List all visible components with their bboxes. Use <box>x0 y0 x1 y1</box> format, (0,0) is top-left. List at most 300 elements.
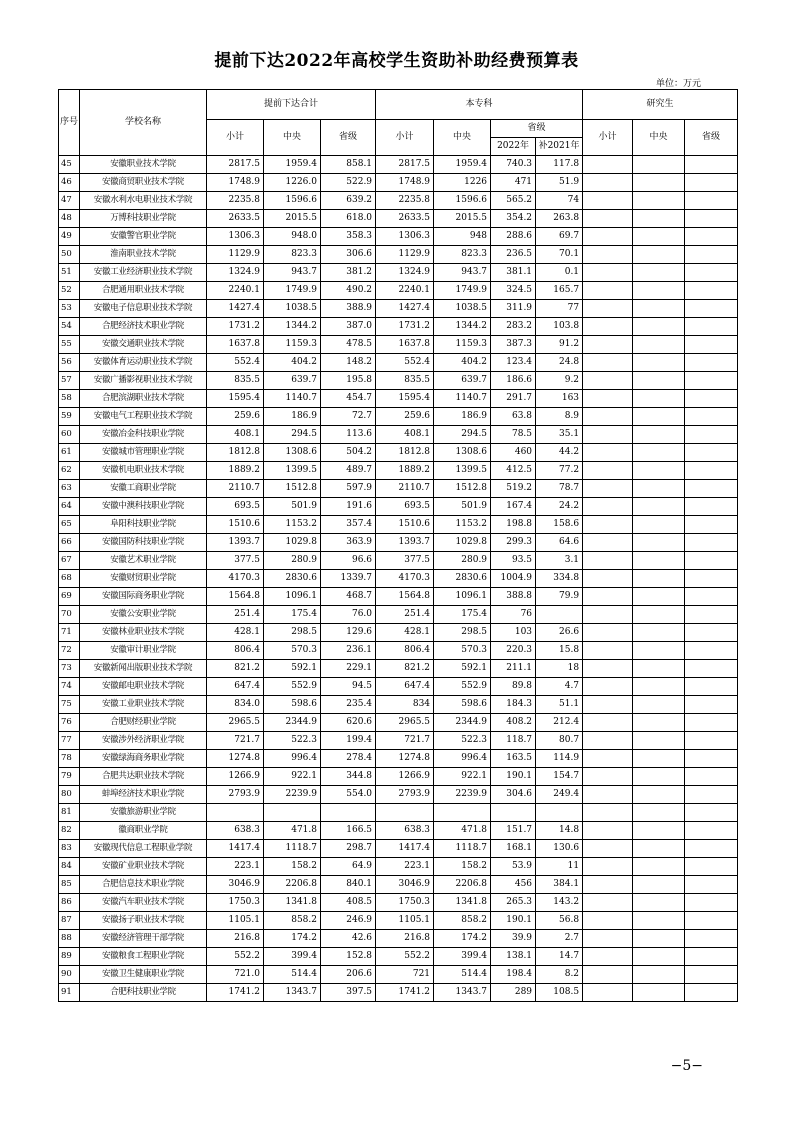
vocational-2022-cell: 138.1 <box>491 948 536 966</box>
graduate-subtotal-cell <box>583 570 633 588</box>
vocational-2022-cell: 151.7 <box>491 822 536 840</box>
table-row <box>59 210 738 228</box>
graduate-central-cell <box>633 354 685 372</box>
vocational-subtotal-cell: 1750.3 <box>376 894 434 912</box>
total-provincial-cell: 76.0 <box>321 606 376 624</box>
graduate-subtotal-cell <box>583 354 633 372</box>
vocational-central-cell <box>434 804 491 822</box>
total-provincial-cell: 199.4 <box>321 732 376 750</box>
school-name-cell: 合肥信息技术职业学院 <box>80 876 207 894</box>
vocational-subtotal-cell: 1427.4 <box>376 300 434 318</box>
school-name-cell: 安徽卫生健康职业学院 <box>80 966 207 984</box>
total-central-cell: 158.2 <box>264 858 321 876</box>
school-name-cell: 合肥通用职业技术学院 <box>80 282 207 300</box>
graduate-provincial-cell <box>685 444 738 462</box>
vocational-central-cell: 943.7 <box>434 264 491 282</box>
total-subtotal-cell: 1595.4 <box>207 390 264 408</box>
total-central-cell: 858.2 <box>264 912 321 930</box>
vocational-subtotal-cell: 216.8 <box>376 930 434 948</box>
vocational-subtotal-cell: 721.7 <box>376 732 434 750</box>
table-row <box>59 552 738 570</box>
seq-cell: 70 <box>59 606 80 624</box>
header-vocational-subtotal: 小计 <box>376 120 434 156</box>
graduate-central-cell <box>633 192 685 210</box>
vocational-2021-cell: 69.7 <box>536 228 583 246</box>
seq-cell: 56 <box>59 354 80 372</box>
table-row <box>59 156 738 174</box>
graduate-central-cell <box>633 390 685 408</box>
seq-cell: 84 <box>59 858 80 876</box>
total-central-cell: 514.4 <box>264 966 321 984</box>
vocational-2021-cell: 9.2 <box>536 372 583 390</box>
total-central-cell: 1749.9 <box>264 282 321 300</box>
total-provincial-cell: 195.8 <box>321 372 376 390</box>
vocational-2021-cell: 117.8 <box>536 156 583 174</box>
total-central-cell: 639.7 <box>264 372 321 390</box>
vocational-2022-cell: 291.7 <box>491 390 536 408</box>
vocational-central-cell: 823.3 <box>434 246 491 264</box>
school-name-cell: 安徽新闻出版职业技术学院 <box>80 660 207 678</box>
header-graduate-provincial: 省级 <box>685 120 738 156</box>
total-subtotal-cell: 251.4 <box>207 606 264 624</box>
vocational-subtotal-cell: 2235.8 <box>376 192 434 210</box>
total-subtotal-cell: 721.7 <box>207 732 264 750</box>
vocational-central-cell: 522.3 <box>434 732 491 750</box>
seq-cell: 75 <box>59 696 80 714</box>
table-row <box>59 300 738 318</box>
total-central-cell: 1512.8 <box>264 480 321 498</box>
graduate-central-cell <box>633 552 685 570</box>
vocational-2021-cell: 51.9 <box>536 174 583 192</box>
total-central-cell: 1029.8 <box>264 534 321 552</box>
total-central-cell: 823.3 <box>264 246 321 264</box>
total-subtotal-cell: 1129.9 <box>207 246 264 264</box>
graduate-provincial-cell <box>685 228 738 246</box>
graduate-provincial-cell <box>685 570 738 588</box>
graduate-subtotal-cell <box>583 804 633 822</box>
graduate-central-cell <box>633 732 685 750</box>
vocational-2022-cell: 388.8 <box>491 588 536 606</box>
total-subtotal-cell: 821.2 <box>207 660 264 678</box>
graduate-subtotal-cell <box>583 984 633 1002</box>
total-subtotal-cell: 693.5 <box>207 498 264 516</box>
vocational-subtotal-cell: 821.2 <box>376 660 434 678</box>
vocational-2022-cell: 1004.9 <box>491 570 536 588</box>
vocational-subtotal-cell: 647.4 <box>376 678 434 696</box>
total-central-cell: 1341.8 <box>264 894 321 912</box>
table-row <box>59 246 738 264</box>
seq-cell: 60 <box>59 426 80 444</box>
table-row <box>59 624 738 642</box>
vocational-2021-cell: 212.4 <box>536 714 583 732</box>
vocational-2022-cell: 288.6 <box>491 228 536 246</box>
vocational-central-cell: 1140.7 <box>434 390 491 408</box>
table-row <box>59 894 738 912</box>
vocational-2022-cell: 163.5 <box>491 750 536 768</box>
graduate-provincial-cell <box>685 426 738 444</box>
header-vocational-central: 中央 <box>434 120 491 156</box>
graduate-subtotal-cell <box>583 696 633 714</box>
vocational-subtotal-cell: 2240.1 <box>376 282 434 300</box>
vocational-central-cell: 1308.6 <box>434 444 491 462</box>
header-graduate-subtotal: 小计 <box>583 120 633 156</box>
vocational-central-cell: 404.2 <box>434 354 491 372</box>
vocational-2021-cell: 165.7 <box>536 282 583 300</box>
total-central-cell: 598.6 <box>264 696 321 714</box>
total-subtotal-cell: 1393.7 <box>207 534 264 552</box>
total-subtotal-cell: 1812.8 <box>207 444 264 462</box>
seq-cell: 85 <box>59 876 80 894</box>
total-provincial-cell: 94.5 <box>321 678 376 696</box>
vocational-central-cell: 948 <box>434 228 491 246</box>
graduate-subtotal-cell <box>583 678 633 696</box>
total-provincial-cell: 468.7 <box>321 588 376 606</box>
vocational-2022-cell: 198.8 <box>491 516 536 534</box>
graduate-central-cell <box>633 642 685 660</box>
seq-cell: 61 <box>59 444 80 462</box>
seq-cell: 71 <box>59 624 80 642</box>
vocational-2021-cell: 2.7 <box>536 930 583 948</box>
header-group-vocational: 本专科 <box>376 90 583 120</box>
total-central-cell: 471.8 <box>264 822 321 840</box>
graduate-subtotal-cell <box>583 750 633 768</box>
graduate-central-cell <box>633 228 685 246</box>
table-row <box>59 696 738 714</box>
graduate-subtotal-cell <box>583 642 633 660</box>
vocational-subtotal-cell: 721 <box>376 966 434 984</box>
table-row <box>59 588 738 606</box>
total-central-cell: 399.4 <box>264 948 321 966</box>
school-name-cell: 安徽交通职业技术学院 <box>80 336 207 354</box>
total-central-cell: 1096.1 <box>264 588 321 606</box>
graduate-central-cell <box>633 804 685 822</box>
vocational-central-cell: 2239.9 <box>434 786 491 804</box>
vocational-2021-cell: 103.8 <box>536 318 583 336</box>
vocational-2021-cell: 51.1 <box>536 696 583 714</box>
school-name-cell: 合肥财经职业学院 <box>80 714 207 732</box>
graduate-subtotal-cell <box>583 606 633 624</box>
total-subtotal-cell: 4170.3 <box>207 570 264 588</box>
total-central-cell: 1343.7 <box>264 984 321 1002</box>
total-provincial-cell: 206.6 <box>321 966 376 984</box>
graduate-central-cell <box>633 966 685 984</box>
seq-cell: 83 <box>59 840 80 858</box>
graduate-subtotal-cell <box>583 966 633 984</box>
vocational-2021-cell: 384.1 <box>536 876 583 894</box>
total-subtotal-cell: 1741.2 <box>207 984 264 1002</box>
total-central-cell: 1153.2 <box>264 516 321 534</box>
school-name-cell: 安徽公安职业学院 <box>80 606 207 624</box>
header-total-provincial: 省级 <box>321 120 376 156</box>
seq-cell: 66 <box>59 534 80 552</box>
total-central-cell: 1159.3 <box>264 336 321 354</box>
vocational-2021-cell: 35.1 <box>536 426 583 444</box>
graduate-subtotal-cell <box>583 588 633 606</box>
graduate-central-cell <box>633 894 685 912</box>
vocational-2021-cell <box>536 804 583 822</box>
total-central-cell: 996.4 <box>264 750 321 768</box>
graduate-subtotal-cell <box>583 786 633 804</box>
graduate-central-cell <box>633 480 685 498</box>
graduate-subtotal-cell <box>583 822 633 840</box>
vocational-subtotal-cell: 377.5 <box>376 552 434 570</box>
vocational-subtotal-cell: 259.6 <box>376 408 434 426</box>
seq-cell: 78 <box>59 750 80 768</box>
school-name-cell: 安徽警官职业学院 <box>80 228 207 246</box>
school-name-cell: 安徽电气工程职业技术学院 <box>80 408 207 426</box>
total-subtotal-cell: 1637.8 <box>207 336 264 354</box>
vocational-subtotal-cell: 1324.9 <box>376 264 434 282</box>
graduate-provincial-cell <box>685 246 738 264</box>
total-central-cell: 2830.6 <box>264 570 321 588</box>
total-subtotal-cell: 2793.9 <box>207 786 264 804</box>
total-provincial-cell: 236.1 <box>321 642 376 660</box>
vocational-subtotal-cell: 1306.3 <box>376 228 434 246</box>
total-provincial-cell: 408.5 <box>321 894 376 912</box>
total-provincial-cell: 639.2 <box>321 192 376 210</box>
total-subtotal-cell: 1274.8 <box>207 750 264 768</box>
vocational-2021-cell: 44.2 <box>536 444 583 462</box>
total-provincial-cell: 620.6 <box>321 714 376 732</box>
total-subtotal-cell: 1750.3 <box>207 894 264 912</box>
total-provincial-cell: 166.5 <box>321 822 376 840</box>
total-provincial-cell: 858.1 <box>321 156 376 174</box>
school-name-cell: 安徽矿业职业技术学院 <box>80 858 207 876</box>
school-name-cell: 安徽工商职业学院 <box>80 480 207 498</box>
table-row <box>59 372 738 390</box>
total-central-cell: 1344.2 <box>264 318 321 336</box>
graduate-central-cell <box>633 408 685 426</box>
total-central-cell: 174.2 <box>264 930 321 948</box>
header-year-2022: 2022年 <box>491 138 536 156</box>
graduate-subtotal-cell <box>583 300 633 318</box>
vocational-2022-cell: 460 <box>491 444 536 462</box>
vocational-2021-cell: 0.1 <box>536 264 583 282</box>
graduate-provincial-cell <box>685 174 738 192</box>
graduate-central-cell <box>633 210 685 228</box>
vocational-subtotal-cell: 2633.5 <box>376 210 434 228</box>
vocational-2022-cell: 324.5 <box>491 282 536 300</box>
total-central-cell: 948.0 <box>264 228 321 246</box>
table-row <box>59 408 738 426</box>
vocational-2021-cell: 18 <box>536 660 583 678</box>
total-subtotal-cell: 1889.2 <box>207 462 264 480</box>
vocational-subtotal-cell: 1731.2 <box>376 318 434 336</box>
header-school: 学校名称 <box>80 90 207 156</box>
vocational-subtotal-cell: 1274.8 <box>376 750 434 768</box>
total-central-cell: 1140.7 <box>264 390 321 408</box>
vocational-2022-cell: 123.4 <box>491 354 536 372</box>
graduate-subtotal-cell <box>583 264 633 282</box>
table-row <box>59 354 738 372</box>
graduate-subtotal-cell <box>583 156 633 174</box>
graduate-subtotal-cell <box>583 444 633 462</box>
vocational-subtotal-cell: 1266.9 <box>376 768 434 786</box>
graduate-provincial-cell <box>685 678 738 696</box>
vocational-2022-cell: 412.5 <box>491 462 536 480</box>
graduate-subtotal-cell <box>583 462 633 480</box>
vocational-central-cell: 996.4 <box>434 750 491 768</box>
graduate-central-cell <box>633 516 685 534</box>
total-provincial-cell: 152.8 <box>321 948 376 966</box>
total-subtotal-cell: 2110.7 <box>207 480 264 498</box>
graduate-provincial-cell <box>685 642 738 660</box>
header-total-central: 中央 <box>264 120 321 156</box>
total-provincial-cell: 278.4 <box>321 750 376 768</box>
total-central-cell: 2239.9 <box>264 786 321 804</box>
total-subtotal-cell: 1266.9 <box>207 768 264 786</box>
total-subtotal-cell: 834.0 <box>207 696 264 714</box>
vocational-2021-cell: 114.9 <box>536 750 583 768</box>
vocational-central-cell: 298.5 <box>434 624 491 642</box>
total-central-cell: 280.9 <box>264 552 321 570</box>
school-name-cell: 安徽商贸职业技术学院 <box>80 174 207 192</box>
total-central-cell: 2344.9 <box>264 714 321 732</box>
graduate-subtotal-cell <box>583 660 633 678</box>
seq-cell: 65 <box>59 516 80 534</box>
table-row <box>59 282 738 300</box>
vocational-central-cell: 858.2 <box>434 912 491 930</box>
vocational-2021-cell: 334.8 <box>536 570 583 588</box>
school-name-cell: 安徽中澳科技职业学院 <box>80 498 207 516</box>
graduate-provincial-cell <box>685 786 738 804</box>
vocational-subtotal-cell: 1393.7 <box>376 534 434 552</box>
seq-cell: 67 <box>59 552 80 570</box>
vocational-2022-cell: 190.1 <box>491 912 536 930</box>
vocational-subtotal-cell: 835.5 <box>376 372 434 390</box>
vocational-2021-cell: 77.2 <box>536 462 583 480</box>
school-name-cell: 安徽艺术职业学院 <box>80 552 207 570</box>
vocational-central-cell: 186.9 <box>434 408 491 426</box>
vocational-central-cell: 399.4 <box>434 948 491 966</box>
table-row <box>59 804 738 822</box>
school-name-cell: 安徽工业职业技术学院 <box>80 696 207 714</box>
table-row <box>59 480 738 498</box>
table-row <box>59 876 738 894</box>
table-row <box>59 534 738 552</box>
vocational-subtotal-cell: 251.4 <box>376 606 434 624</box>
vocational-2022-cell: 236.5 <box>491 246 536 264</box>
school-name-cell: 安徽汽车职业技术学院 <box>80 894 207 912</box>
vocational-subtotal-cell: 1889.2 <box>376 462 434 480</box>
vocational-subtotal-cell: 693.5 <box>376 498 434 516</box>
seq-cell: 51 <box>59 264 80 282</box>
total-subtotal-cell: 408.1 <box>207 426 264 444</box>
vocational-central-cell: 514.4 <box>434 966 491 984</box>
graduate-central-cell <box>633 246 685 264</box>
vocational-2021-cell: 8.9 <box>536 408 583 426</box>
total-central-cell: 522.3 <box>264 732 321 750</box>
graduate-subtotal-cell <box>583 174 633 192</box>
vocational-subtotal-cell: 2817.5 <box>376 156 434 174</box>
vocational-subtotal-cell: 1748.9 <box>376 174 434 192</box>
seq-cell: 64 <box>59 498 80 516</box>
header-total-subtotal: 小计 <box>207 120 264 156</box>
seq-cell: 59 <box>59 408 80 426</box>
graduate-central-cell <box>633 786 685 804</box>
total-central-cell: 1959.4 <box>264 156 321 174</box>
graduate-central-cell <box>633 750 685 768</box>
vocational-2022-cell: 304.6 <box>491 786 536 804</box>
seq-cell: 79 <box>59 768 80 786</box>
vocational-central-cell: 158.2 <box>434 858 491 876</box>
total-provincial-cell: 387.0 <box>321 318 376 336</box>
table-row <box>59 732 738 750</box>
graduate-central-cell <box>633 984 685 1002</box>
total-provincial-cell: 478.5 <box>321 336 376 354</box>
graduate-provincial-cell <box>685 354 738 372</box>
graduate-subtotal-cell <box>583 552 633 570</box>
total-provincial-cell: 96.6 <box>321 552 376 570</box>
vocational-2021-cell: 26.6 <box>536 624 583 642</box>
vocational-2022-cell: 283.2 <box>491 318 536 336</box>
vocational-subtotal-cell: 408.1 <box>376 426 434 444</box>
vocational-2021-cell: 3.1 <box>536 552 583 570</box>
vocational-2021-cell: 80.7 <box>536 732 583 750</box>
total-provincial-cell: 522.9 <box>321 174 376 192</box>
vocational-2022-cell: 289 <box>491 984 536 1002</box>
total-subtotal-cell: 2817.5 <box>207 156 264 174</box>
vocational-2021-cell: 163 <box>536 390 583 408</box>
graduate-provincial-cell <box>685 606 738 624</box>
vocational-subtotal-cell: 1105.1 <box>376 912 434 930</box>
table-row <box>59 498 738 516</box>
total-provincial-cell <box>321 804 376 822</box>
graduate-central-cell <box>633 930 685 948</box>
graduate-subtotal-cell <box>583 732 633 750</box>
vocational-2021-cell: 15.8 <box>536 642 583 660</box>
graduate-subtotal-cell <box>583 840 633 858</box>
vocational-subtotal-cell: 1417.4 <box>376 840 434 858</box>
total-subtotal-cell <box>207 804 264 822</box>
total-provincial-cell: 306.6 <box>321 246 376 264</box>
graduate-subtotal-cell <box>583 228 633 246</box>
table-row <box>59 840 738 858</box>
vocational-central-cell: 2830.6 <box>434 570 491 588</box>
table-row <box>59 912 738 930</box>
graduate-provincial-cell <box>685 984 738 1002</box>
school-name-cell: 安徽林业职业技术学院 <box>80 624 207 642</box>
vocational-central-cell: 1226 <box>434 174 491 192</box>
seq-cell: 47 <box>59 192 80 210</box>
total-subtotal-cell: 1748.9 <box>207 174 264 192</box>
school-name-cell: 安徽机电职业技术学院 <box>80 462 207 480</box>
vocational-2022-cell: 53.9 <box>491 858 536 876</box>
seq-cell: 91 <box>59 984 80 1002</box>
total-provincial-cell: 381.2 <box>321 264 376 282</box>
graduate-provincial-cell <box>685 462 738 480</box>
vocational-2021-cell: 74 <box>536 192 583 210</box>
graduate-provincial-cell <box>685 804 738 822</box>
vocational-central-cell: 1344.2 <box>434 318 491 336</box>
graduate-provincial-cell <box>685 372 738 390</box>
graduate-subtotal-cell <box>583 858 633 876</box>
vocational-2021-cell: 91.2 <box>536 336 583 354</box>
seq-cell: 76 <box>59 714 80 732</box>
graduate-provincial-cell <box>685 624 738 642</box>
total-subtotal-cell: 552.2 <box>207 948 264 966</box>
total-central-cell: 922.1 <box>264 768 321 786</box>
graduate-provincial-cell <box>685 264 738 282</box>
vocational-2022-cell: 89.8 <box>491 678 536 696</box>
vocational-2021-cell: 14.8 <box>536 822 583 840</box>
table-row <box>59 606 738 624</box>
graduate-provincial-cell <box>685 480 738 498</box>
seq-cell: 82 <box>59 822 80 840</box>
vocational-subtotal-cell: 834 <box>376 696 434 714</box>
vocational-central-cell: 2015.5 <box>434 210 491 228</box>
table-row <box>59 768 738 786</box>
